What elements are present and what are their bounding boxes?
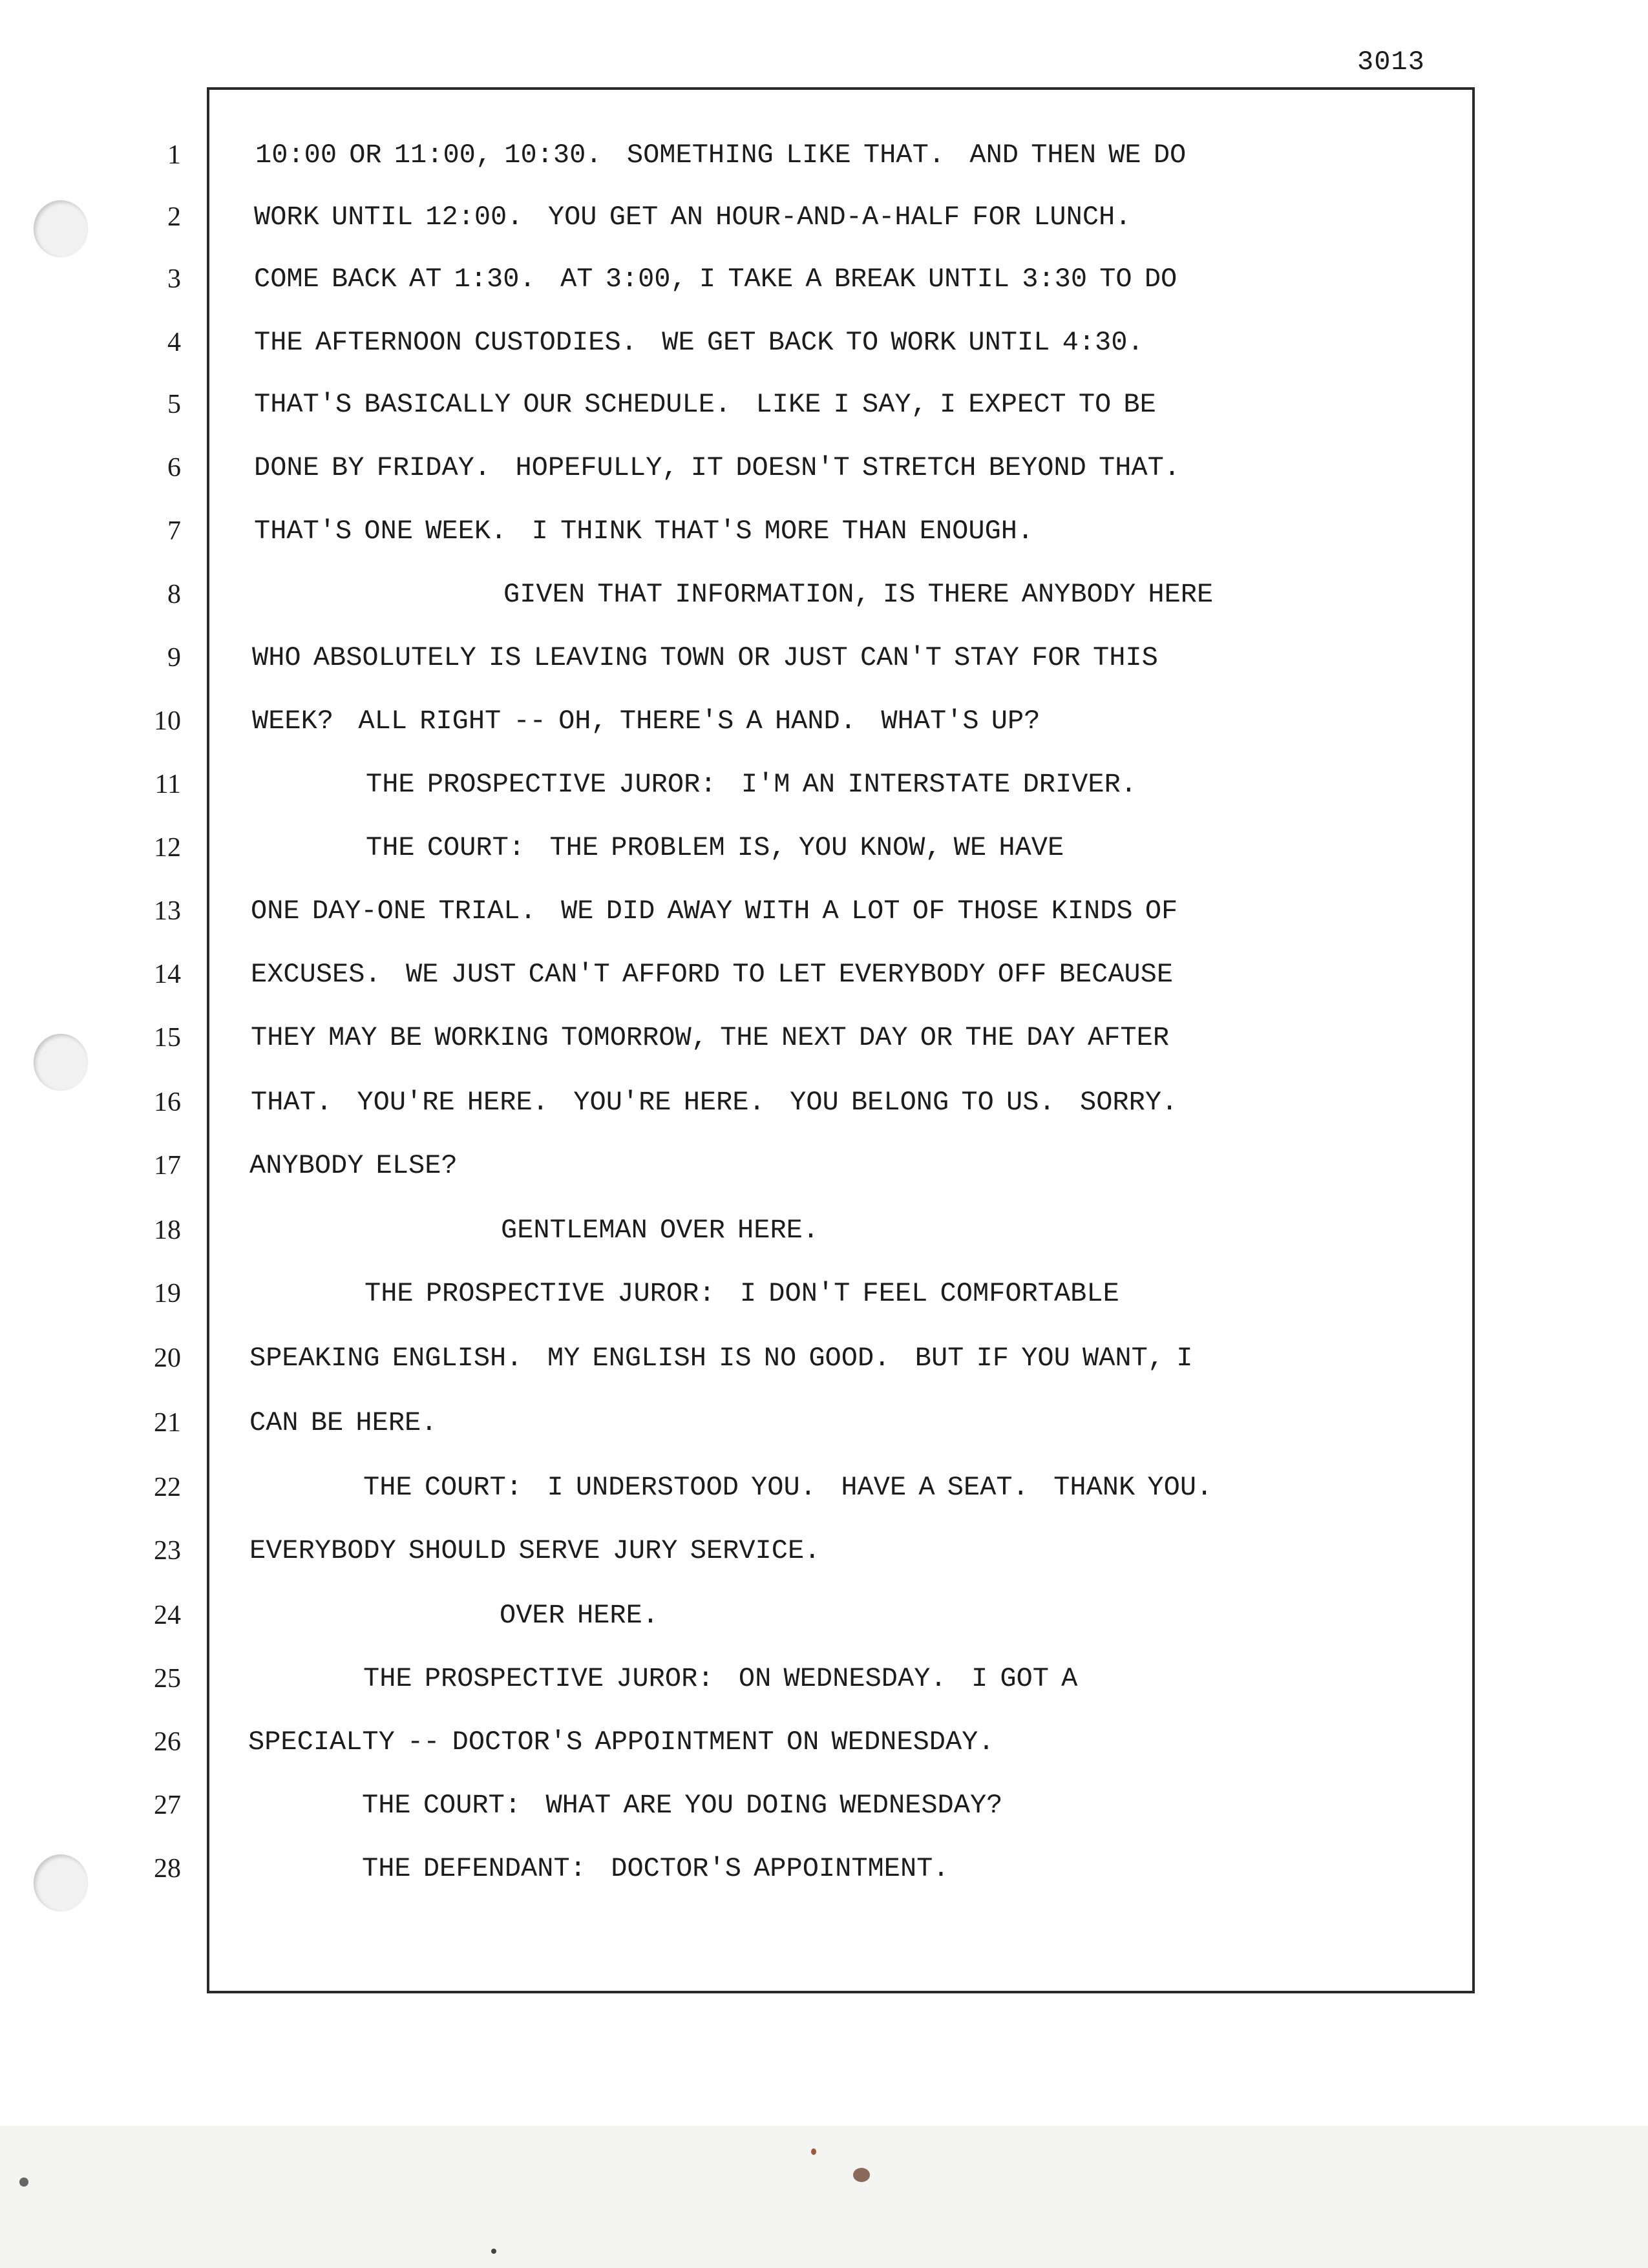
line-number: 21 bbox=[154, 1408, 181, 1438]
transcript-line: EVERYBODY SHOULD SERVE JURY SERVICE. bbox=[249, 1535, 821, 1566]
scan-speck bbox=[491, 2249, 496, 2254]
line-number: 18 bbox=[154, 1215, 181, 1245]
line-number: 13 bbox=[154, 896, 181, 926]
line-number: 5 bbox=[167, 390, 181, 419]
line-number: 9 bbox=[167, 643, 181, 673]
transcript-line: ANYBODY ELSE? bbox=[249, 1150, 458, 1181]
line-number: 15 bbox=[154, 1023, 181, 1053]
page-number: 3013 bbox=[1357, 47, 1425, 78]
line-number: 12 bbox=[154, 833, 181, 863]
transcript-line: THE AFTERNOON CUSTODIES. WE GET BACK TO WORK UNTIL 4:30. bbox=[254, 327, 1144, 358]
transcript-line: DONE BY FRIDAY. HOPEFULLY, IT DOESN'T STRETCH BEYOND THAT. bbox=[254, 452, 1181, 483]
line-number: 10 bbox=[154, 706, 181, 736]
transcript-line: OVER HERE. bbox=[500, 1600, 659, 1631]
line-number: 26 bbox=[154, 1727, 181, 1757]
transcript-line: THE COURT: THE PROBLEM IS, YOU KNOW, WE HAVE bbox=[366, 832, 1064, 863]
punch-hole-top bbox=[34, 200, 88, 257]
transcript-line: THE DEFENDANT: DOCTOR'S APPOINTMENT. bbox=[362, 1853, 949, 1884]
transcript-line: 10:00 OR 11:00, 10:30. SOMETHING LIKE THAT. AND THEN WE DO bbox=[255, 140, 1187, 171]
transcript-line: THAT. YOU'RE HERE. YOU'RE HERE. YOU BELONG TO US. SORRY. bbox=[251, 1087, 1178, 1118]
transcript-line: GENTLEMAN OVER HERE. bbox=[501, 1215, 819, 1246]
transcript-line: WEEK? ALL RIGHT -- OH, THERE'S A HAND. WHAT'S UP? bbox=[252, 706, 1041, 737]
scan-speck bbox=[19, 2178, 28, 2187]
line-number: 25 bbox=[154, 1664, 181, 1694]
line-number: 4 bbox=[167, 328, 181, 357]
transcript-line: THE PROSPECTIVE JUROR: I'M AN INTERSTATE DRIVER. bbox=[366, 769, 1137, 800]
line-number: 8 bbox=[167, 580, 181, 609]
line-number: 7 bbox=[167, 516, 181, 546]
punch-hole-middle bbox=[34, 1034, 88, 1091]
transcript-line: SPECIALTY -- DOCTOR'S APPOINTMENT ON WEDNESDAY. bbox=[248, 1727, 995, 1758]
transcript-line: EXCUSES. WE JUST CAN'T AFFORD TO LET EVERYBODY OFF BECAUSE bbox=[251, 959, 1174, 990]
transcript-line: WHO ABSOLUTELY IS LEAVING TOWN OR JUST CAN'T STAY FOR THIS bbox=[252, 642, 1158, 673]
line-number: 24 bbox=[154, 1601, 181, 1630]
transcript-line: THE COURT: I UNDERSTOOD YOU. HAVE A SEAT. THANK YOU. bbox=[363, 1472, 1213, 1503]
line-number: 27 bbox=[154, 1790, 181, 1820]
line-number: 2 bbox=[167, 202, 181, 232]
transcript-line: THE COURT: WHAT ARE YOU DOING WEDNESDAY? bbox=[362, 1790, 1003, 1821]
line-number: 23 bbox=[154, 1536, 181, 1566]
scan-speck bbox=[853, 2168, 870, 2182]
line-number: 6 bbox=[167, 453, 181, 483]
line-number: 1 bbox=[167, 140, 181, 170]
line-number: 14 bbox=[154, 960, 181, 989]
line-number: 17 bbox=[154, 1151, 181, 1181]
scan-speck bbox=[811, 2148, 816, 2155]
line-number: 16 bbox=[154, 1087, 181, 1117]
line-number: 20 bbox=[154, 1343, 181, 1373]
transcript-line: THAT'S BASICALLY OUR SCHEDULE. LIKE I SAY, I EXPECT TO BE bbox=[254, 389, 1156, 420]
transcript-line: THE PROSPECTIVE JUROR: I DON'T FEEL COMFORTABLE bbox=[364, 1278, 1119, 1309]
punch-hole-bottom bbox=[34, 1854, 88, 1911]
line-number: 28 bbox=[154, 1854, 181, 1884]
transcript-line: THAT'S ONE WEEK. I THINK THAT'S MORE THAN ENOUGH. bbox=[254, 516, 1034, 547]
transcript-line: SPEAKING ENGLISH. MY ENGLISH IS NO GOOD. BUT IF YOU WANT, I bbox=[249, 1343, 1193, 1374]
line-number: 22 bbox=[154, 1473, 181, 1502]
transcript-line: WORK UNTIL 12:00. YOU GET AN HOUR-AND-A-HALF FOR LUNCH. bbox=[254, 202, 1132, 233]
line-number: 11 bbox=[154, 770, 181, 799]
transcript-line: CAN BE HERE. bbox=[249, 1407, 438, 1438]
transcript-line: COME BACK AT 1:30. AT 3:00, I TAKE A BREAK UNTIL 3:30 TO DO bbox=[254, 264, 1178, 295]
transcript-line: ONE DAY-ONE TRIAL. WE DID AWAY WITH A LOT OF THOSE KINDS OF bbox=[251, 896, 1178, 927]
line-number: 3 bbox=[167, 264, 181, 294]
transcript-line: THE PROSPECTIVE JUROR: ON WEDNESDAY. I GOT A bbox=[363, 1663, 1078, 1694]
transcript-line: GIVEN THAT INFORMATION, IS THERE ANYBODY HERE bbox=[503, 579, 1214, 610]
scan-bottom-margin bbox=[0, 2126, 1648, 2268]
transcript-line: THEY MAY BE WORKING TOMORROW, THE NEXT DAY OR THE DAY AFTER bbox=[251, 1022, 1170, 1053]
line-number: 19 bbox=[154, 1279, 181, 1308]
